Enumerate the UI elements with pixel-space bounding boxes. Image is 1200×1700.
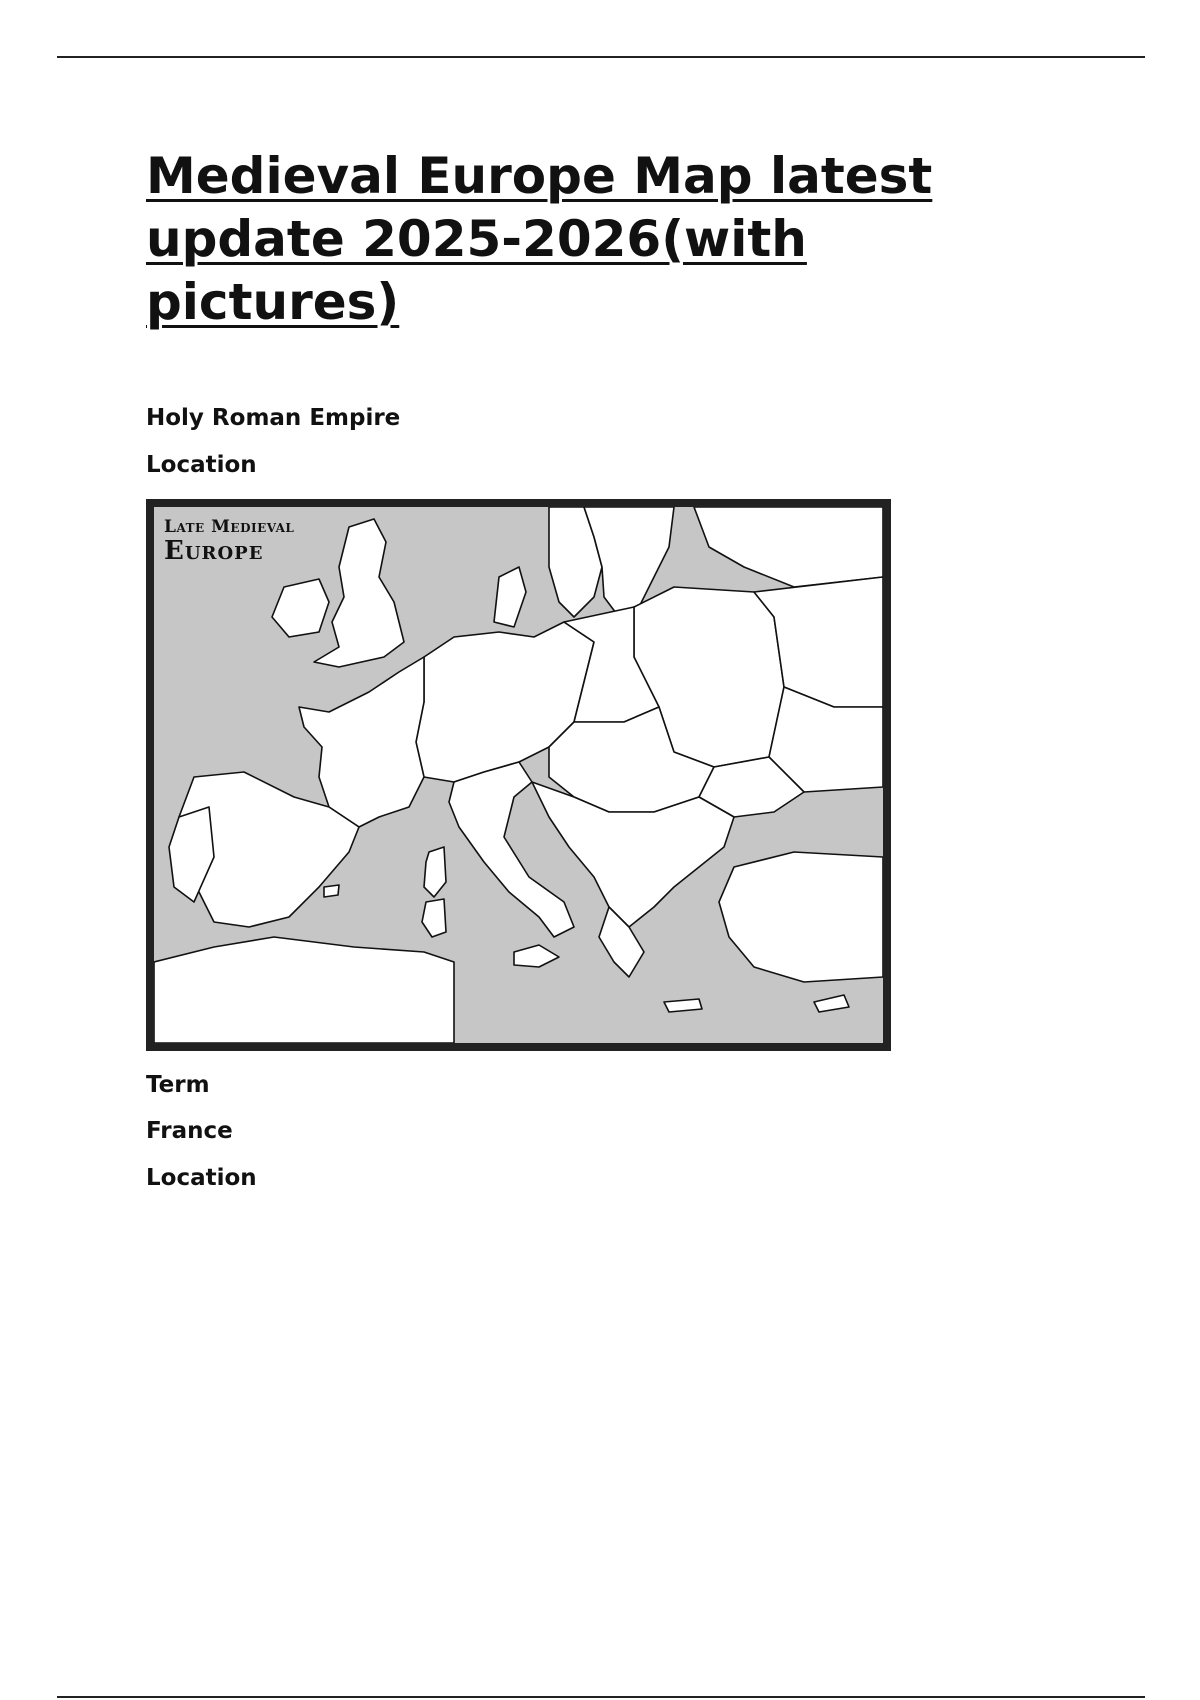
page-content (146, 145, 1026, 1191)
map-heading-line1: Late Medieval (164, 517, 295, 537)
top-rule (57, 56, 1145, 58)
term-france: France (146, 1118, 233, 1144)
map-heading-line2: Europe (164, 536, 264, 566)
map-heading (164, 519, 294, 564)
term-label: Term (146, 1072, 210, 1098)
europe-outline-map (154, 507, 883, 1043)
location-label-2: Location (146, 1165, 257, 1191)
term-holy-roman-empire: Holy Roman Empire (146, 405, 401, 431)
location-label-1: Location (146, 452, 257, 478)
document-title: Medieval Europe Map latest update 2025-2026(with pictures) (146, 147, 933, 331)
bottom-rule (57, 1696, 1145, 1698)
map-image (146, 499, 891, 1051)
